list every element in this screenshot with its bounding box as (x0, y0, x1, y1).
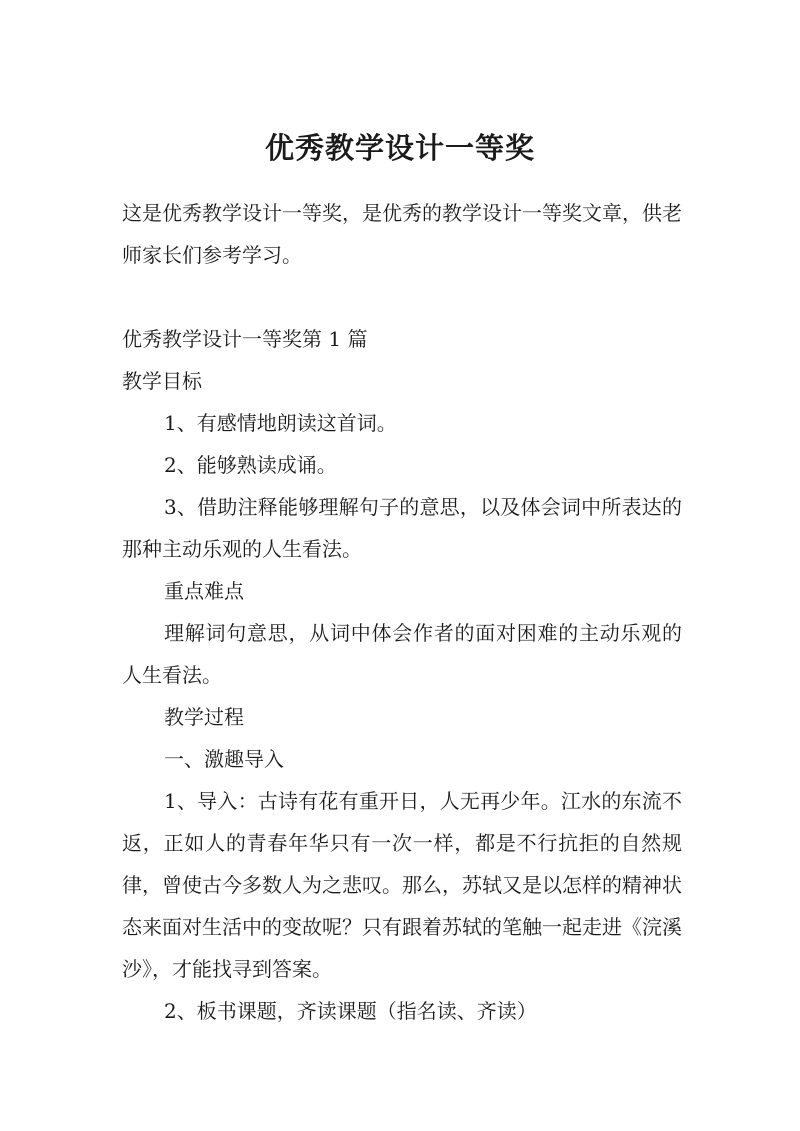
subheading-teaching-process: 教学过程 (164, 705, 244, 729)
step-heading: 一、激趣导入 (164, 747, 284, 771)
step-paragraph-2: 2、板书课题，齐读课题（指名读、齐读） (164, 999, 537, 1023)
section-heading: 优秀教学设计一等奖第 1 篇 (122, 327, 368, 351)
goal-item-1: 1、有感情地朗读这首词。 (164, 411, 397, 435)
intro-paragraph: 这是优秀教学设计一等奖，是优秀的教学设计一等奖文章，供老师家长们参考学习。 (122, 201, 682, 267)
subheading-teaching-goals: 教学目标 (122, 369, 202, 393)
goal-item-3: 3、借助注释能够理解句子的意思，以及体会词中所表达的那种主动乐观的人生看法。 (122, 495, 682, 561)
document-title: 优秀教学设计一等奖 (264, 131, 535, 165)
key-points-paragraph: 理解词句意思，从词中体会作者的面对困难的主动乐观的人生看法。 (122, 621, 682, 687)
goal-item-2: 2、能够熟读成诵。 (164, 453, 337, 477)
document-body (122, 192, 682, 1032)
step-paragraph-1: 1、导入：古诗有花有重开日，人无再少年。江水的东流不返，正如人的青春年华只有一次一样，都是不行抗拒的自然规律，曾使古今多数人为之悲叹。那么，苏轼又是以怎样的精神状态来面对生活中的变故呢？只有跟着苏轼的笔触一起走进《浣溪沙》，才能找寻到答案。 (122, 789, 682, 981)
subheading-key-points: 重点难点 (164, 579, 244, 603)
